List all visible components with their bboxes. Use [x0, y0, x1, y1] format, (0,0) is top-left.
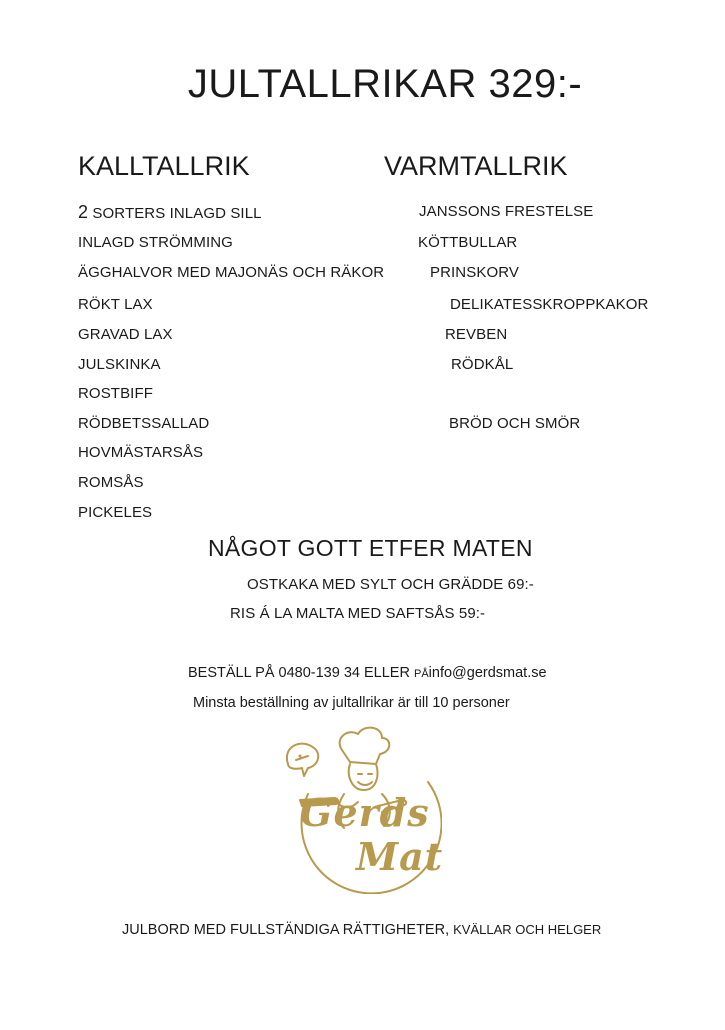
warm-item: REVBEN	[445, 326, 508, 343]
warm-item: KÖTTBULLAR	[418, 234, 518, 251]
cold-item-count: 2	[78, 202, 89, 222]
order-contact	[188, 665, 547, 681]
cold-plate-heading: KALLTALLRIK	[78, 151, 250, 181]
warm-item: BRÖD OCH SMÖR	[449, 415, 581, 432]
minimum-order-note: Minsta beställning av jultallrikar är till 10 personer	[193, 695, 510, 711]
footer-note	[122, 922, 601, 938]
chef-logo-icon	[278, 724, 442, 894]
page-title: JULTALLRIKAR 329:-	[187, 62, 583, 106]
order-email: info@gerdsmat.se	[428, 665, 547, 681]
cold-item: RÖDBETSSALLAD	[78, 415, 210, 432]
cold-item: JULSKINKA	[78, 356, 161, 373]
order-contact-pa: PÅ	[413, 668, 429, 680]
cold-item: ROMSÅS	[78, 474, 144, 491]
dessert-heading: NÅGOT GOTT ETFER MATEN	[208, 535, 533, 561]
logo-text-gerds: Gerds	[300, 790, 430, 835]
warm-item: DELIKATESSKROPPKAKOR	[450, 296, 649, 313]
order-contact-prefix: BESTÄLL PÅ 0480-139 34 ELLER	[188, 665, 410, 681]
warm-item: PRINSKORV	[430, 264, 519, 281]
cold-item: GRAVAD LAX	[78, 326, 173, 343]
logo-text-mat: Mat	[356, 834, 444, 879]
footer-main: JULBORD MED FULLSTÄNDIGA RÄTTIGHETER,	[122, 922, 450, 938]
cold-item: INLAGD STRÖMMING	[78, 234, 233, 251]
cold-item: ROSTBIFF	[78, 385, 153, 402]
footer-small: KVÄLLAR OCH HELGER	[453, 922, 602, 937]
cold-item: PICKELES	[78, 504, 153, 521]
cold-item: HOVMÄSTARSÅS	[78, 444, 204, 461]
dessert-item: OSTKAKA MED SYLT OCH GRÄDDE 69:-	[247, 576, 534, 593]
dessert-item: RIS Á LA MALTA MED SAFTSÅS 59:-	[230, 605, 486, 622]
cold-item: RÖKT LAX	[78, 296, 153, 313]
cold-item: ÄGGHALVOR MED MAJONÄS OCH RÄKOR	[78, 264, 385, 281]
cold-item	[78, 202, 262, 223]
cold-item-text: SORTERS INLAGD SILL	[92, 205, 262, 222]
warm-item: JANSSONS FRESTELSE	[419, 203, 594, 220]
warm-plate-heading: VARMTALLRIK	[384, 151, 568, 181]
warm-item: RÖDKÅL	[451, 356, 514, 373]
